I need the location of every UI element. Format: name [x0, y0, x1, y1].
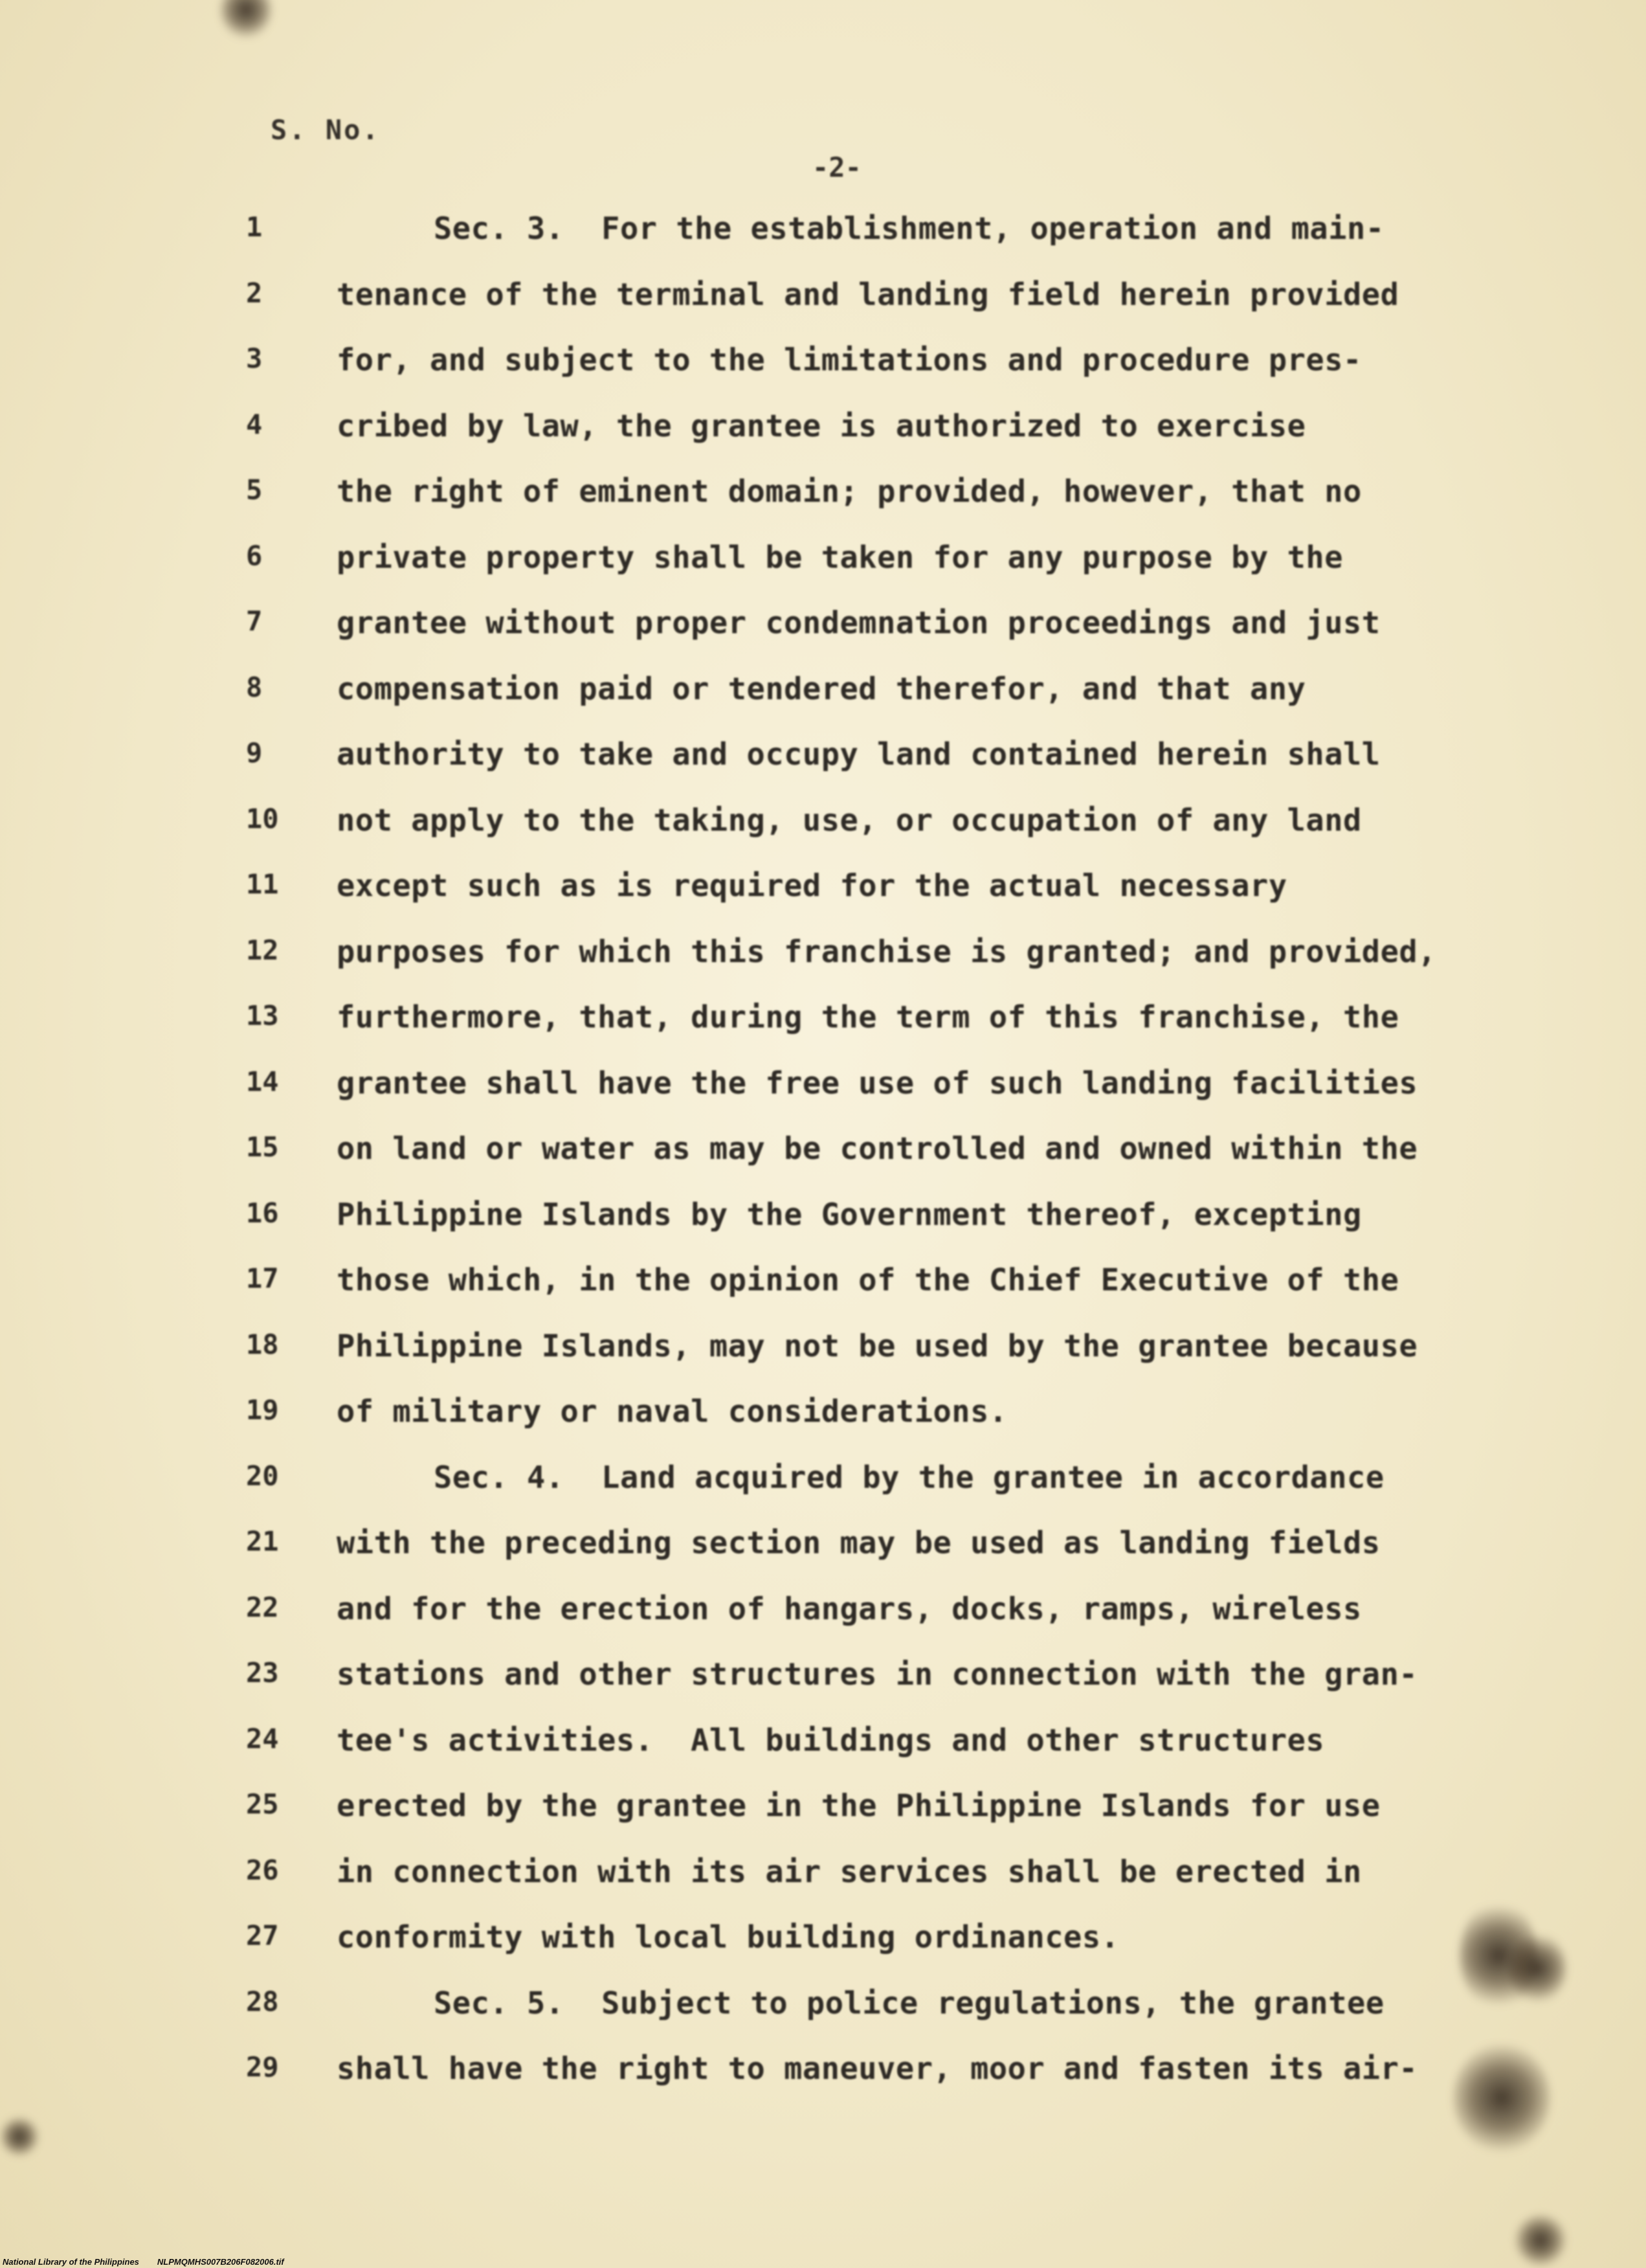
line-text: compensation paid or tendered therefor, and that any	[337, 671, 1306, 707]
line-text: conformity with local building ordinances.	[337, 1920, 1120, 1955]
text-line	[246, 934, 1515, 1000]
line-number: 15	[246, 1131, 279, 1163]
line-number: 13	[246, 1000, 279, 1031]
line-number: 11	[246, 868, 279, 900]
line-text: shall have the right to maneuver, moor and fasten its air-	[337, 2051, 1418, 2087]
text-line	[246, 1723, 1515, 1789]
line-text: not apply to the taking, use, or occupation of any land	[337, 802, 1362, 838]
text-line	[246, 1329, 1515, 1395]
line-text: Sec. 4. Land acquired by the grantee in accordance	[434, 1459, 1385, 1496]
text-line	[246, 803, 1515, 869]
line-text: tee's activities. All buildings and other structures	[337, 1722, 1325, 1758]
line-number: 28	[246, 1985, 279, 2017]
text-line	[246, 671, 1515, 737]
file-id: NLPMQMHS007B206F082006.tif	[157, 2257, 284, 2267]
line-text: cribed by law, the grantee is authorized to exercise	[337, 408, 1306, 444]
text-line	[246, 1788, 1515, 1854]
line-number: 7	[246, 605, 263, 637]
text-line	[246, 1131, 1515, 1197]
line-text: private property shall be taken for any purpose by the	[337, 539, 1344, 576]
text-line	[246, 605, 1515, 671]
line-number: 4	[246, 408, 263, 440]
line-text: stations and other structures in connection with the gran-	[337, 1657, 1418, 1692]
line-number: 24	[246, 1722, 279, 1755]
text-line	[246, 1197, 1515, 1263]
line-number: 29	[246, 2051, 279, 2083]
line-text: grantee shall have the free use of such landing facilities	[337, 1065, 1418, 1101]
text-line	[246, 1591, 1515, 1657]
line-text: of military or naval considerations.	[337, 1394, 1008, 1430]
line-text: furthermore, that, during the term of this franchise, the	[337, 1000, 1399, 1035]
line-text: grantee without proper condemnation proceedings and just	[337, 605, 1381, 641]
ink-stain	[1508, 1933, 1566, 2004]
line-number: 6	[246, 539, 263, 572]
text-line	[246, 737, 1515, 803]
line-text: Sec. 3. For the establishment, operation and main-	[434, 211, 1385, 247]
line-text: authority to take and occupy land contained herein shall	[337, 737, 1381, 772]
text-line	[246, 1460, 1515, 1526]
text-line	[246, 1854, 1515, 1920]
line-text: Sec. 5. Subject to police regulations, the grantee	[434, 1985, 1385, 2021]
line-number: 9	[246, 737, 263, 769]
text-line	[246, 211, 1515, 277]
text-line	[246, 2051, 1515, 2117]
line-text: erected by the grantee in the Philippine Islands for use	[337, 1788, 1381, 1824]
line-text: with the preceding section may be used as landing fields	[337, 1525, 1381, 1561]
text-line	[246, 474, 1515, 540]
text-line	[246, 1066, 1515, 1132]
text-line	[246, 1000, 1515, 1066]
line-text: except such as is required for the actual necessary	[337, 868, 1287, 904]
line-number: 18	[246, 1328, 279, 1360]
ink-stain	[1515, 2214, 1566, 2266]
line-text: those which, in the opinion of the Chief Executive of the	[337, 1263, 1399, 1298]
text-line	[246, 409, 1515, 475]
line-number: 2	[246, 276, 263, 309]
text-line	[246, 277, 1515, 343]
bill-number-label: S. No.	[271, 114, 381, 146]
archive-footer	[3, 2257, 284, 2267]
line-number: 22	[246, 1591, 279, 1623]
line-number: 26	[246, 1854, 279, 1886]
line-text: on land or water as may be controlled and owned within the	[337, 1131, 1418, 1167]
numbered-text-body	[246, 211, 1515, 2117]
ink-stain	[0, 2117, 39, 2156]
line-number: 1	[246, 211, 263, 243]
line-number: 25	[246, 1788, 279, 1820]
line-number: 23	[246, 1657, 279, 1689]
line-number: 12	[246, 934, 279, 966]
line-text: purposes for which this franchise is granted; and provided,	[337, 934, 1436, 970]
text-line	[246, 1986, 1515, 2052]
library-name: National Library of the Philippines	[3, 2257, 139, 2267]
line-number: 21	[246, 1525, 279, 1557]
line-number: 20	[246, 1459, 279, 1492]
line-number: 17	[246, 1263, 279, 1294]
line-number: 8	[246, 671, 263, 703]
line-text: and for the erection of hangars, docks, ramps, wireless	[337, 1591, 1362, 1627]
line-text: the right of eminent domain; provided, however, that no	[337, 474, 1362, 510]
text-line	[246, 868, 1515, 934]
text-line	[246, 1920, 1515, 1986]
line-text: Philippine Islands by the Government thereof, excepting	[337, 1196, 1362, 1233]
text-line	[246, 1657, 1515, 1723]
page-number: -2-	[812, 152, 862, 183]
line-number: 3	[246, 342, 263, 374]
line-text: in connection with its air services shall be erected in	[337, 1854, 1362, 1890]
line-text: tenance of the terminal and landing field herein provided	[337, 276, 1399, 313]
line-number: 27	[246, 1920, 279, 1951]
line-number: 19	[246, 1394, 279, 1426]
text-line	[246, 1525, 1515, 1591]
line-number: 14	[246, 1065, 279, 1097]
text-line	[246, 1263, 1515, 1329]
line-text: for, and subject to the limitations and procedure pres-	[337, 342, 1362, 378]
line-number: 5	[246, 474, 263, 506]
line-text: Philippine Islands, may not be used by the grantee because	[337, 1328, 1418, 1364]
line-number: 16	[246, 1196, 279, 1229]
text-line	[246, 1394, 1515, 1460]
text-line	[246, 540, 1515, 606]
ink-stain	[220, 0, 272, 39]
line-number: 10	[246, 802, 279, 835]
text-line	[246, 342, 1515, 409]
